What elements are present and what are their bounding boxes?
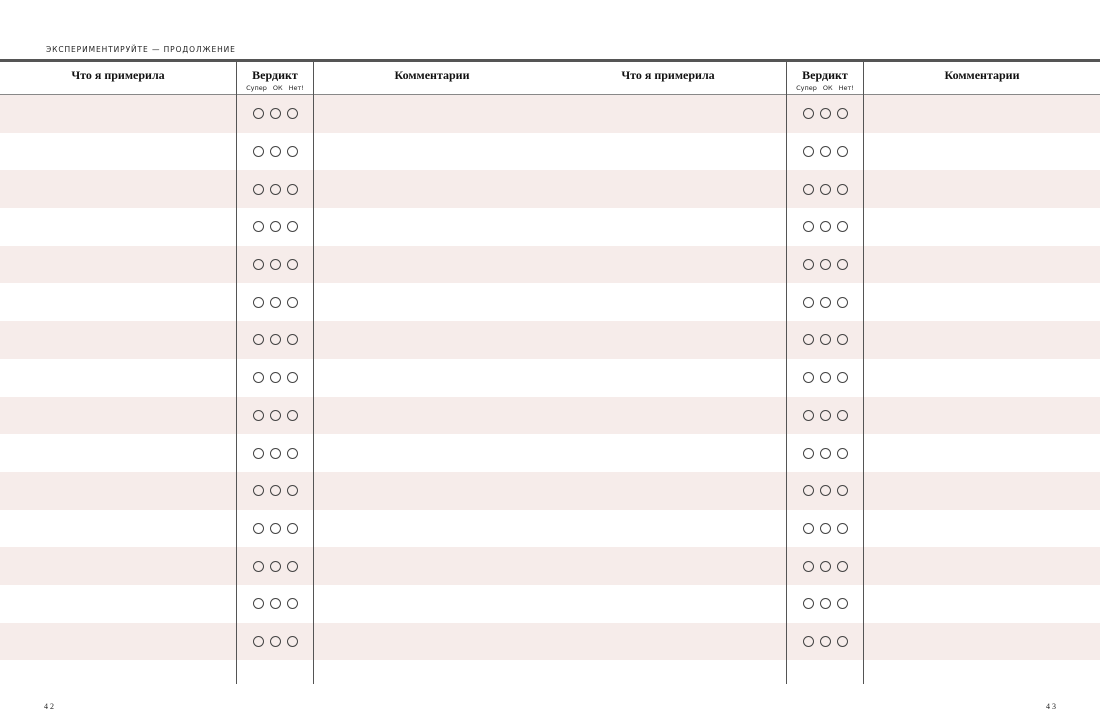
verdict-radio-ok[interactable] [270, 221, 281, 232]
column-header-verdict [237, 62, 313, 94]
header-verdict-label: Вердикт [252, 68, 298, 82]
verdict-radio-ok[interactable] [270, 598, 281, 609]
verdict-radio-super[interactable] [253, 146, 264, 157]
table-row [0, 510, 550, 548]
verdict-radio-ok[interactable] [270, 108, 281, 119]
verdict-radio-super[interactable] [253, 221, 264, 232]
verdict-option-super: Супер [796, 84, 817, 92]
verdict-radio-group [787, 246, 863, 284]
column-header-comment [314, 62, 550, 94]
verdict-radio-group [787, 510, 863, 548]
verdict-radio-no[interactable] [287, 410, 298, 421]
table-row [550, 321, 1100, 359]
verdict-radio-group [787, 95, 863, 133]
verdict-radio-super[interactable] [803, 146, 814, 157]
verdict-radio-no[interactable] [287, 184, 298, 195]
table-row [0, 359, 550, 397]
table-row [0, 246, 550, 284]
table-row [550, 434, 1100, 472]
verdict-radio-ok[interactable] [270, 334, 281, 345]
verdict-radio-super[interactable] [803, 221, 814, 232]
verdict-radio-super[interactable] [803, 259, 814, 270]
table-row [0, 321, 550, 359]
verdict-radio-super[interactable] [253, 485, 264, 496]
verdict-radio-super[interactable] [253, 372, 264, 383]
verdict-radio-no[interactable] [837, 297, 848, 308]
verdict-radio-group [787, 359, 863, 397]
verdict-radio-super[interactable] [803, 372, 814, 383]
table-row [550, 133, 1100, 171]
column-header-what [550, 62, 786, 94]
verdict-radio-ok[interactable] [270, 297, 281, 308]
verdict-radio-no[interactable] [287, 448, 298, 459]
verdict-radio-group [237, 434, 313, 472]
verdict-radio-super[interactable] [803, 561, 814, 572]
verdict-radio-ok[interactable] [820, 636, 831, 647]
verdict-radio-no[interactable] [287, 259, 298, 270]
left-page [0, 62, 550, 711]
verdict-radio-ok[interactable] [270, 561, 281, 572]
rows [550, 95, 1100, 660]
verdict-radio-group [787, 397, 863, 435]
verdict-radio-ok[interactable] [820, 485, 831, 496]
verdict-radio-super[interactable] [253, 334, 264, 345]
verdict-radio-group [787, 283, 863, 321]
table-row [550, 170, 1100, 208]
verdict-radio-ok[interactable] [820, 221, 831, 232]
verdict-radio-ok[interactable] [820, 372, 831, 383]
divider-what-verdict [786, 62, 787, 684]
verdict-radio-group [787, 434, 863, 472]
verdict-radio-ok[interactable] [270, 448, 281, 459]
table-row [550, 585, 1100, 623]
verdict-radio-ok[interactable] [820, 146, 831, 157]
table-row [550, 547, 1100, 585]
verdict-radio-ok[interactable] [270, 259, 281, 270]
verdict-radio-no[interactable] [287, 334, 298, 345]
verdict-radio-super[interactable] [253, 108, 264, 119]
table-row [0, 397, 550, 435]
verdict-radio-no[interactable] [837, 221, 848, 232]
table-row [550, 397, 1100, 435]
verdict-option-no: Нет! [288, 84, 304, 92]
verdict-radio-super[interactable] [803, 108, 814, 119]
verdict-radio-no[interactable] [837, 485, 848, 496]
table-row [0, 472, 550, 510]
verdict-radio-no[interactable] [287, 485, 298, 496]
table-row [550, 359, 1100, 397]
page-number-right: 43 [1046, 702, 1058, 711]
verdict-radio-ok[interactable] [270, 485, 281, 496]
verdict-radio-group [787, 472, 863, 510]
table-row [550, 246, 1100, 284]
verdict-radio-super[interactable] [803, 410, 814, 421]
verdict-radio-super[interactable] [253, 297, 264, 308]
verdict-options [787, 84, 863, 92]
verdict-option-super: Супер [246, 84, 267, 92]
verdict-radio-no[interactable] [287, 523, 298, 534]
verdict-radio-no[interactable] [837, 636, 848, 647]
right-page [550, 62, 1100, 711]
header-comment-label: Комментарии [394, 68, 470, 82]
verdict-radio-group [237, 623, 313, 661]
verdict-radio-ok[interactable] [820, 108, 831, 119]
verdict-radio-no[interactable] [837, 561, 848, 572]
verdict-radio-no[interactable] [837, 523, 848, 534]
verdict-radio-group [237, 170, 313, 208]
verdict-radio-group [237, 359, 313, 397]
header-comment-label: Комментарии [944, 68, 1020, 82]
verdict-radio-group [787, 623, 863, 661]
verdict-radio-super[interactable] [253, 184, 264, 195]
verdict-radio-super[interactable] [803, 636, 814, 647]
verdict-radio-no[interactable] [837, 146, 848, 157]
table-row [0, 133, 550, 171]
verdict-radio-group [787, 547, 863, 585]
table-row [0, 434, 550, 472]
verdict-radio-ok[interactable] [270, 636, 281, 647]
verdict-radio-super[interactable] [253, 561, 264, 572]
verdict-radio-group [237, 397, 313, 435]
table-row [550, 510, 1100, 548]
column-header-what [0, 62, 236, 94]
verdict-radio-group [237, 472, 313, 510]
divider-verdict-comment [863, 62, 864, 684]
verdict-radio-ok[interactable] [820, 448, 831, 459]
verdict-radio-group [787, 585, 863, 623]
verdict-radio-group [237, 95, 313, 133]
verdict-radio-ok[interactable] [820, 334, 831, 345]
header-what-label: Что я примерила [621, 68, 715, 82]
verdict-radio-super[interactable] [803, 297, 814, 308]
column-header-comment [864, 62, 1100, 94]
verdict-radio-group [237, 133, 313, 171]
header-what-label: Что я примерила [71, 68, 165, 82]
verdict-radio-group [237, 585, 313, 623]
verdict-radio-super[interactable] [803, 485, 814, 496]
table-row [0, 95, 550, 133]
verdict-radio-ok[interactable] [270, 523, 281, 534]
verdict-radio-group [237, 208, 313, 246]
table-row [0, 170, 550, 208]
table-row [0, 623, 550, 661]
verdict-radio-super[interactable] [803, 448, 814, 459]
verdict-radio-no[interactable] [287, 372, 298, 383]
divider-verdict-comment [313, 62, 314, 684]
table-row [550, 283, 1100, 321]
verdict-radio-group [787, 208, 863, 246]
verdict-radio-no[interactable] [287, 636, 298, 647]
verdict-radio-no[interactable] [837, 598, 848, 609]
verdict-radio-ok[interactable] [270, 184, 281, 195]
verdict-radio-super[interactable] [253, 523, 264, 534]
table-row [550, 472, 1100, 510]
verdict-radio-super[interactable] [253, 259, 264, 270]
verdict-radio-ok[interactable] [270, 410, 281, 421]
verdict-radio-super[interactable] [803, 523, 814, 534]
table-row [0, 585, 550, 623]
verdict-radio-super[interactable] [803, 598, 814, 609]
table-row [550, 208, 1100, 246]
verdict-radio-no[interactable] [837, 372, 848, 383]
verdict-radio-no[interactable] [837, 448, 848, 459]
verdict-radio-ok[interactable] [820, 523, 831, 534]
column-header-verdict [787, 62, 863, 94]
verdict-radio-group [787, 170, 863, 208]
verdict-radio-no[interactable] [837, 334, 848, 345]
verdict-radio-group [237, 246, 313, 284]
verdict-radio-no[interactable] [287, 108, 298, 119]
verdict-radio-no[interactable] [287, 297, 298, 308]
verdict-radio-no[interactable] [837, 410, 848, 421]
table-row [550, 95, 1100, 133]
verdict-radio-super[interactable] [253, 410, 264, 421]
verdict-radio-no[interactable] [287, 598, 298, 609]
verdict-radio-group [787, 321, 863, 359]
verdict-radio-group [237, 283, 313, 321]
verdict-radio-ok[interactable] [820, 410, 831, 421]
verdict-radio-ok[interactable] [820, 297, 831, 308]
verdict-radio-no[interactable] [287, 221, 298, 232]
verdict-radio-ok[interactable] [270, 146, 281, 157]
verdict-radio-ok[interactable] [820, 598, 831, 609]
table-row [0, 547, 550, 585]
verdict-radio-no[interactable] [287, 561, 298, 572]
verdict-radio-no[interactable] [287, 146, 298, 157]
verdict-radio-group [237, 510, 313, 548]
divider-what-verdict [236, 62, 237, 684]
verdict-radio-group [237, 547, 313, 585]
verdict-radio-no[interactable] [837, 184, 848, 195]
verdict-radio-super[interactable] [253, 448, 264, 459]
verdict-radio-ok[interactable] [820, 259, 831, 270]
table-row [0, 283, 550, 321]
verdict-radio-group [237, 321, 313, 359]
verdict-radio-super[interactable] [803, 334, 814, 345]
rows [0, 95, 550, 660]
section-title: ЭКСПЕРИМЕНТИРУЙТЕ — ПРОДОЛЖЕНИЕ [46, 45, 236, 54]
table-row [0, 208, 550, 246]
verdict-radio-no[interactable] [837, 108, 848, 119]
verdict-radio-super[interactable] [253, 636, 264, 647]
page-number-left: 42 [44, 702, 56, 711]
verdict-radio-ok[interactable] [820, 184, 831, 195]
header-verdict-label: Вердикт [802, 68, 848, 82]
verdict-radio-no[interactable] [837, 259, 848, 270]
verdict-option-ok: ОК [822, 84, 833, 92]
verdict-radio-group [787, 133, 863, 171]
verdict-radio-ok[interactable] [270, 372, 281, 383]
table-row [550, 623, 1100, 661]
verdict-option-no: Нет! [838, 84, 854, 92]
verdict-option-ok: ОК [272, 84, 283, 92]
verdict-radio-super[interactable] [253, 598, 264, 609]
verdict-radio-super[interactable] [803, 184, 814, 195]
verdict-options [237, 84, 313, 92]
verdict-radio-ok[interactable] [820, 561, 831, 572]
